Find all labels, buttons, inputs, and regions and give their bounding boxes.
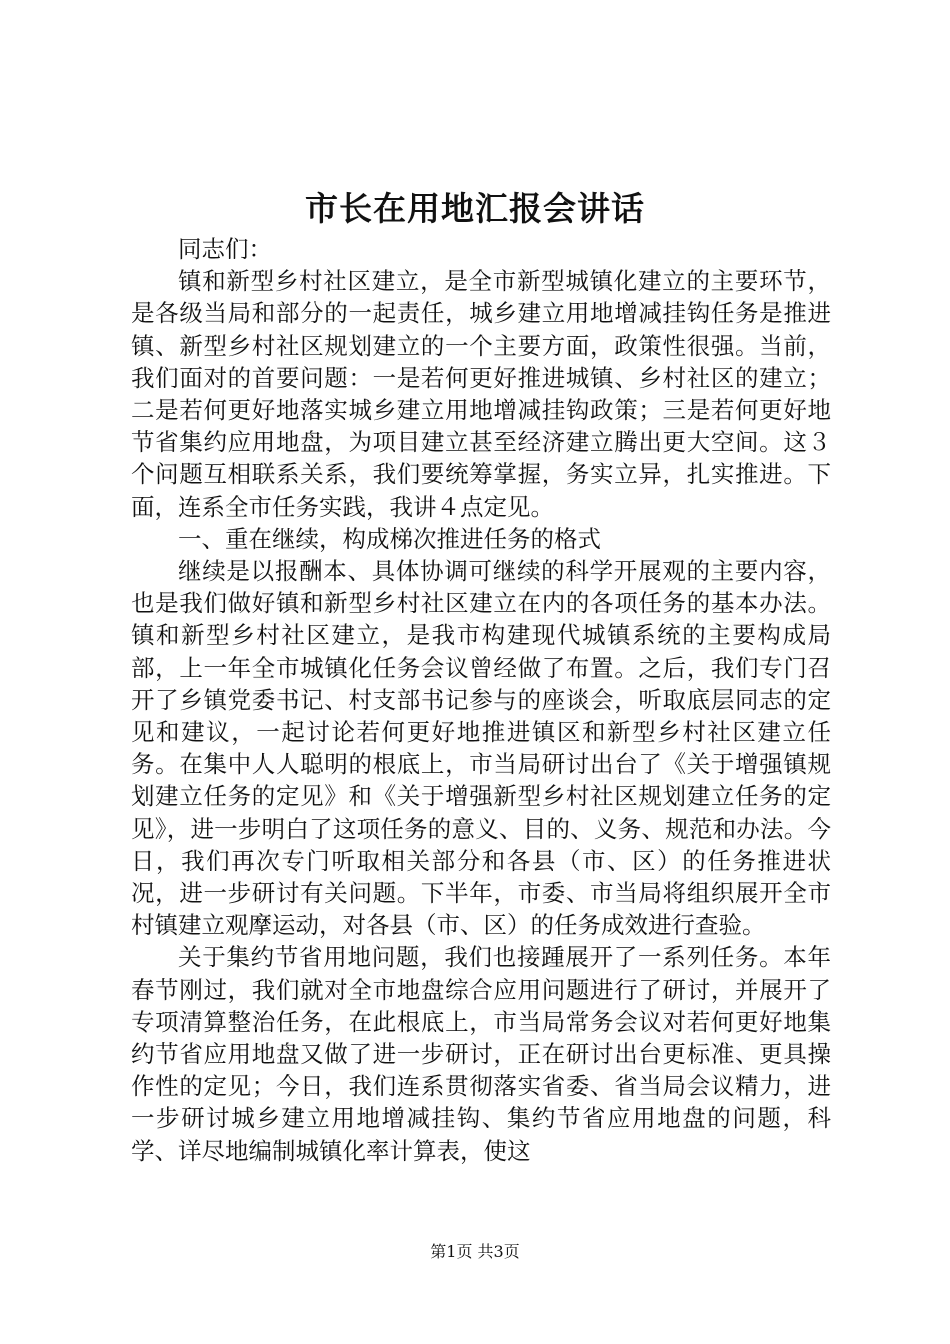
page-footer: 第1页 共3页: [430, 1242, 520, 1261]
paragraph: 继续是以报酬本、具体协调可继续的科学开展观的主要内容，也是我们做好镇和新型乡村社区建立在内的各项任务的基本办法。镇和新型乡村社区建立，是我市构建现代城镇系统的主要构成局部，上一年全市城镇化任务会议曾经做了布置。之后，我们专门召开了乡镇党委书记、村支部书记参与的座谈会，听取底层同志的定见和建议，一起讨论若何更好地推进镇区和新型乡村社区建立任务。在集中人人聪明的根底上，市当局研讨出台了《关于增强镇规划建立任务的定见》和《关于增强新型乡村社区规划建立任务的定见》，进一步明白了这项任务的意义、目的、义务、规范和办法。今日，我们再次专门听取相关部分和各县（市、区）的任务推进状况，进一步研讨有关问题。下半年，市委、市当局将组织展开全市村镇建立观摩运动，对各县（市、区）的任务成效进行查验。: [131, 557, 831, 940]
paragraph-salutation: 同志们：: [178, 235, 272, 263]
section-heading: 一、重在继续，构成梯次推进任务的格式: [178, 524, 601, 553]
document-body: [131, 233, 831, 1167]
document-title: 市长在用地汇报会讲话: [305, 189, 645, 228]
paragraph: 关于集约节省用地问题，我们也接踵展开了一系列任务。本年春节刚过，我们就对全市地盘综合应用问题进行了研讨，并展开了专项清算整治任务，在此根底上，市当局常务会议对若何更好地集约节省应用地盘又做了进一步研讨，正在研讨出台更标准、更具操作性的定见；今日，我们连系贯彻落实省委、省当局会议精力，进一步研讨城乡建立用地增减挂钩、集约节省应用地盘的问题，科学、详尽地编制城镇化率计算表，使这: [131, 943, 831, 1165]
paragraph: 镇和新型乡村社区建立，是全市新型城镇化建立的主要环节，是各级当局和部分的一起责任，城乡建立用地增减挂钩任务是推进镇、新型乡村社区规划建立的一个主要方面，政策性很强。当前，我们面对的首要问题：一是若何更好推进城镇、乡村社区的建立；二是若何更好地落实城乡建立用地增减挂钩政策；三是若何更好地节省集约应用地盘，为项目建立甚至经济建立腾出更大空间。这３个问题互相联系关系，我们要统筹掌握，务实立异，扎实推进。下面，连系全市任务实践，我讲４点定见。: [131, 267, 831, 521]
